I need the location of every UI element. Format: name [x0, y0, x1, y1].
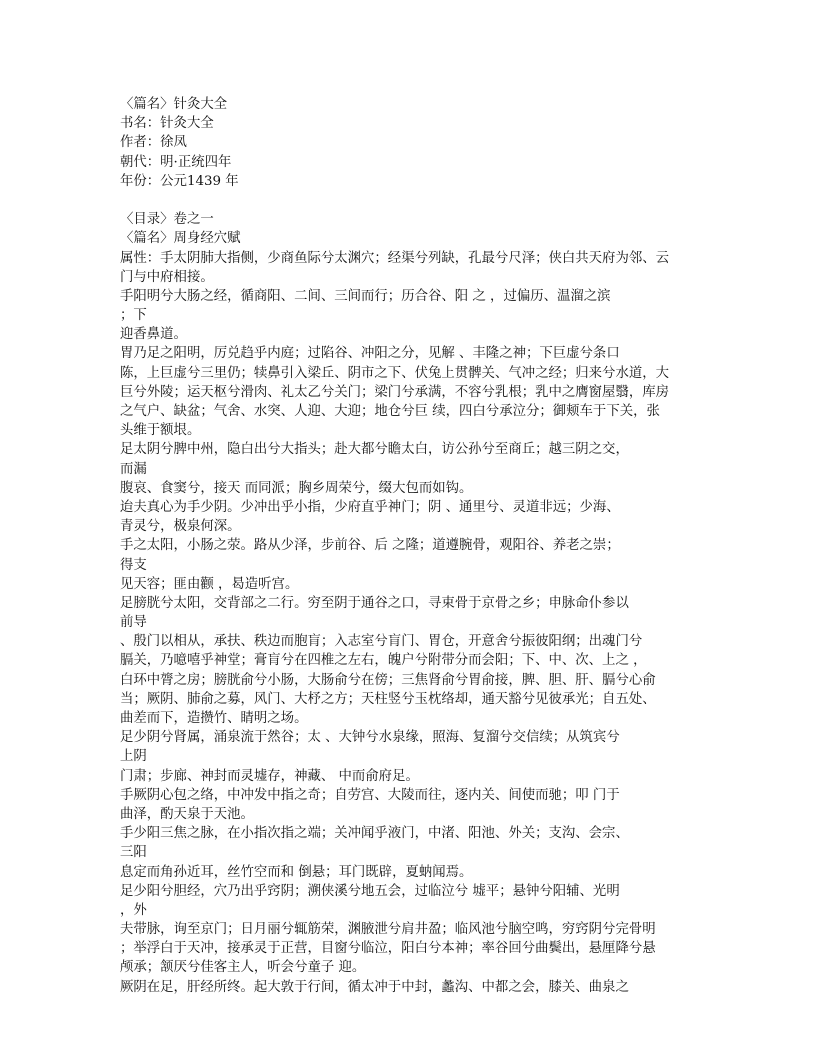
text-line: 胃乃足之阳明，厉兑趋乎内庭；过陷谷、冲阳之分，见解 、丰隆之神；下巨虚兮条口 — [120, 346, 620, 362]
text-line: 厥阴在足，肝经所终。起大敦于行间，循太冲于中封，蠡沟、中都之会，膝关、曲泉之 — [120, 979, 629, 995]
text-line: 足太阴兮脾中州，隐白出兮大指头；赴大都兮瞻太白，访公孙兮至商丘；越三阴之交， — [120, 442, 629, 458]
text-line: 、殷门以相从，承扶、秩边而胞肓；入志室兮肓门、胃仓，开意舍兮振彼阳纲；出魂门兮 — [120, 634, 643, 650]
text-line: 迨夫真心为手少阴。少冲出乎小指，少府直乎神门；阴 、通里兮、灵道非远；少海、 — [120, 499, 620, 515]
text-line: 膈关，乃噫嘻乎神堂；膏肓兮在四椎之左右，魄户兮附带分而会阳；下、中、次、上之 ， — [120, 653, 647, 669]
text-line: 曲泽，酌天泉于天池。 — [120, 806, 254, 822]
text-line: 手之太阳，小肠之荥。路从少泽，步前谷、后 之隆；道遵腕骨，观阳谷、养老之崇； — [120, 538, 620, 554]
text-line: 巨兮外陵；运天枢兮滑肉、礼太乙兮关门；梁门兮承满，不容兮乳根；乳中之膺窗屋翳，库房 — [120, 384, 670, 400]
text-line: 上阴 — [120, 749, 147, 765]
text-line: 三阳 — [120, 845, 147, 861]
document-text — [120, 95, 704, 997]
text-line: 手阳明兮大肠之经，循商阳、二间、三间而行；历合谷、阳 之 ，过偏历、温溜之滨 — [120, 288, 611, 304]
text-line: 足少阴兮肾属，涌泉流于然谷；太 、大钟兮水泉缘，照海、复溜兮交信续；从筑宾兮 — [120, 730, 620, 746]
body-text — [120, 249, 704, 997]
section-tag: 〈篇名〉针灸大全 — [120, 97, 228, 112]
text-line: 迎香鼻道。 — [120, 327, 187, 343]
text-line: ；举浮白于天冲，接承灵于正营，目窗兮临泣，阳白兮本神；率谷回兮曲鬓出，悬厘降兮悬 — [120, 941, 656, 957]
text-line: 手厥阴心包之络，中冲发中指之奇；自劳宫、大陵而往，逐内关、间使而驰；叩 门于 — [120, 787, 620, 803]
text-line: 手少阳三焦之脉，在小指次指之端；关冲闻乎液门，中渚、阳池、外关；支沟、会宗、 — [120, 826, 629, 842]
text-line: 前导 — [120, 615, 147, 631]
year: 年份：公元1439 年 — [120, 173, 239, 189]
spacer — [120, 191, 704, 210]
text-line: 腹哀、食窦兮，接天 而同派；胸乡周荣兮，缀大包而如钩。 — [120, 480, 473, 496]
text-line: 属性：手太阴肺大指侧，少商鱼际兮太渊穴；经渠兮列缺，孔最兮尺泽；侠白共天府为邻、云 — [120, 250, 670, 266]
text-line: 陈，上巨虚兮三里仍；犊鼻引入梁丘、阴市之下、伏兔上贯髀关、气冲之经；归来兮水道，大 — [120, 365, 670, 381]
text-line: ；下 — [120, 308, 147, 324]
toc-chapter: 〈篇名〉周身经穴赋 — [120, 231, 241, 247]
author: 作者：徐凤 — [120, 135, 187, 151]
text-line: 当；厥阴、肺俞之募，风门、大杼之方；天柱竖兮玉枕络却，通天豁兮见彼承光；自五处、 — [120, 691, 656, 707]
text-line: 得支 — [120, 557, 147, 573]
dynasty: 朝代：明·正统四年 — [120, 154, 232, 170]
text-line: 足少阳兮胆经，穴乃出乎窍阴；溯侠溪兮地五会，过临泣兮 墟平；悬钟兮阳辅、光明 — [120, 883, 620, 899]
text-line: 门与中府相接。 — [120, 269, 214, 285]
text-line: 夫带脉，询至京门；日月丽兮辄筋荣，渊腋泄兮肩井盈；临风池兮脑空鸣，穷窍阴兮完骨明 — [120, 922, 656, 938]
text-line: 之气户、缺盆；气舍、水突、人迎、大迎；地仓兮巨 续，四白兮承泣分；御颊车于下关，张 — [120, 404, 660, 419]
text-line: 而漏 — [120, 461, 147, 477]
text-line: 青灵兮，极泉何深。 — [120, 519, 241, 535]
text-line: 见天容；匪由颧 ，曷造听宫。 — [120, 576, 299, 592]
text-line: ，外 — [120, 902, 147, 918]
text-line: 门肃；步廊、神封而灵墟存，神藏、 中而俞府足。 — [120, 768, 419, 784]
toc-volume: 〈目录〉卷之一 — [120, 212, 214, 228]
text-line: 白环中膂之房；膀胱俞兮小肠，大肠俞兮在傍；三焦肾俞兮胃俞接，脾、胆、肝、膈兮心俞 — [120, 672, 656, 688]
text-line: 颅承；颔厌兮佳客主人，听会兮童子 迎。 — [120, 960, 366, 976]
text-line: 曲差而下，造攒竹、睛明之场。 — [120, 711, 308, 726]
book-title: 书名：针灸大全 — [120, 116, 214, 132]
text-line: 头维于额垠。 — [120, 423, 201, 439]
text-line: 足膀胱兮太阳，交背部之二行。穷至阴于通谷之口，寻束骨于京骨之乡；申脉命仆参以 — [120, 595, 629, 611]
text-line: 息定而角孙近耳，丝竹空而和 倒悬；耳门既辟，夏蚋闻焉。 — [120, 864, 473, 880]
